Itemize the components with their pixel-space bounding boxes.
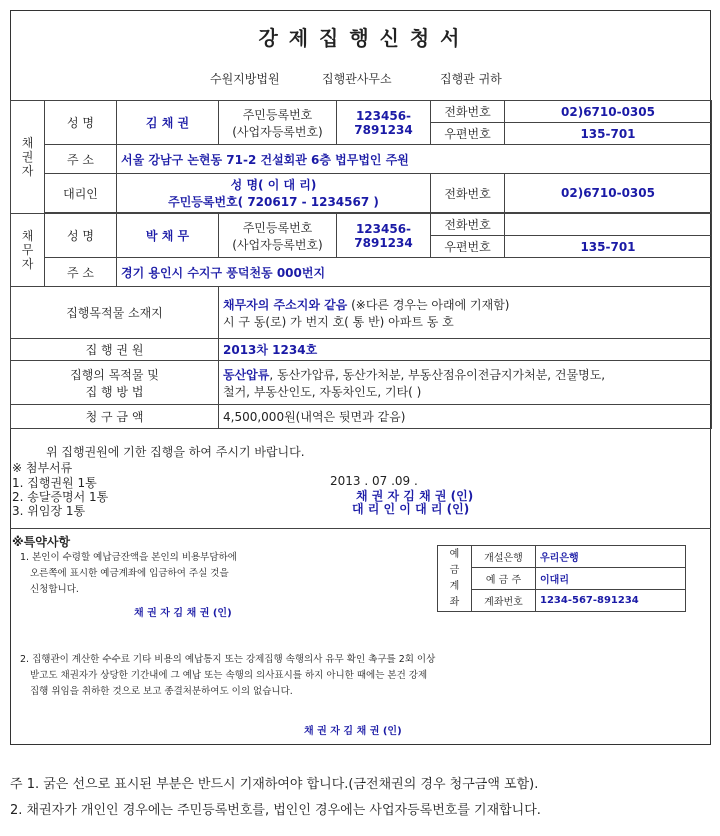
- account-number-label: 계좌번호: [472, 590, 536, 612]
- creditor-section-label: 채 권 자: [11, 101, 45, 214]
- debtor-address-label: 주 소: [45, 258, 117, 287]
- addressee: 집행관 귀하: [440, 72, 502, 86]
- debtor-id-label: 주민등록번호 (사업자등록번호): [219, 214, 337, 258]
- method-row-label: 집행의 목적물 및 집 행 방 법: [11, 361, 219, 405]
- location-value: 채무자의 주소지와 같음 (※다른 경우는 아래에 기재함) 시 구 동(로) 가 번지 호( 통 반) 아파트 동 호: [219, 287, 712, 339]
- debtor-name-label: 성 명: [45, 214, 117, 258]
- creditor-address: 서울 강남구 논현동 71-2 건설회관 6층 법무법인 주원: [117, 145, 712, 174]
- bank-name: 우리은행: [536, 546, 686, 568]
- bank-section-label: 예 금 계 좌: [438, 546, 472, 612]
- amount-row-label: 청 구 금 액: [11, 405, 219, 429]
- footnote-2: 2. 채권자가 개인인 경우에는 주민등록번호를, 법인인 경우에는 사업자등록번호를 기재합니다.: [10, 803, 541, 818]
- attachment-item: 1. 집행권원 1통: [12, 476, 97, 490]
- debtor-phone: [505, 214, 712, 236]
- debtor-zip-label: 우편번호: [431, 236, 505, 258]
- debtor-zip: 135-701: [505, 236, 712, 258]
- special-item-2-signature: 채 권 자 김 채 권 (인): [304, 726, 402, 737]
- amount-row-value: 4,500,000원(내역은 뒷면과 같음): [219, 405, 712, 429]
- agent-label: 대리인: [45, 174, 117, 213]
- account-holder: 이대리: [536, 568, 686, 590]
- attachment-item: 3. 위임장 1통: [12, 504, 86, 518]
- special-terms-title: ※특약사항: [12, 535, 71, 549]
- account-holder-label: 예 금 주: [472, 568, 536, 590]
- creditor-id-label: 주민등록번호 (사업자등록번호): [219, 101, 337, 145]
- attachment-item: 2. 송달증명서 1통: [12, 490, 109, 504]
- form-title: 강 제 집 행 신 청 서: [258, 26, 462, 50]
- bank-account-table: [437, 545, 686, 612]
- agent-phone: 02)6710-0305: [505, 174, 712, 213]
- title-row-value: 2013차 1234호: [219, 339, 712, 361]
- request-date: 2013 . 07 .09 .: [330, 474, 418, 488]
- special-item-2: 2. 집행관이 계산한 수수료 기타 비용의 예납통지 또는 강제집행 속행의사 유무 확인 촉구를 2회 이상 받고도 채권자가 상당한 기간내에 그 예납 또는 속행의 의사표시를 하지 아니한 때에는 본건 강제 집행 위임을 취하한 것으로 보고 종결처분하여도 이의 없습니다.: [20, 654, 436, 697]
- bank-name-label: 개설은행: [472, 546, 536, 568]
- creditor-id-value: 123456- 7891234: [337, 101, 431, 145]
- location-label: 집행목적물 소재지: [11, 287, 219, 339]
- creditor-signature: 채 권 자 김 채 권 (인): [356, 489, 474, 503]
- account-number: 1234-567-891234: [536, 590, 686, 612]
- request-text: 위 집행권원에 기한 집행을 하여 주시기 바랍니다.: [46, 445, 305, 459]
- court-name: 수원지방법원: [210, 72, 280, 86]
- title-row-label: 집 행 권 원: [11, 339, 219, 361]
- special-item-1-signature: 채 권 자 김 채 권 (인): [134, 608, 232, 619]
- creditor-zip: 135-701: [505, 123, 712, 145]
- agent-phone-label: 전화번호: [431, 174, 505, 213]
- debtor-name: 박 채 무: [117, 214, 219, 258]
- attachments-title: ※ 첨부서류: [12, 461, 73, 475]
- method-row-value: 동산압류, 동산가압류, 동산가처분, 부동산점유이전금지가처분, 건물명도, 철거, 부동산인도, 자동차인도, 기타( ): [219, 361, 712, 405]
- debtor-section-label: 채 무 자: [11, 214, 45, 287]
- creditor-name-label: 성 명: [45, 101, 117, 145]
- debtor-phone-label: 전화번호: [431, 214, 505, 236]
- creditor-name: 김 채 권: [117, 101, 219, 145]
- office-name: 집행관사무소: [322, 72, 392, 86]
- special-item-1: 1. 본인이 수령할 예납금잔액을 본인의 비용부담하에 오른쪽에 표시한 예금계좌에 입금하여 주실 것을 신청합니다.: [20, 552, 237, 595]
- agent-info: 성 명( 이 대 리) 주민등록번호( 720617 - 1234567 ): [117, 174, 431, 213]
- creditor-phone-label: 전화번호: [431, 101, 505, 123]
- debtor-address: 경기 용인시 수지구 풍덕천동 000번지: [117, 258, 712, 287]
- creditor-zip-label: 우편번호: [431, 123, 505, 145]
- agent-signature: 대 리 인 이 대 리 (인): [352, 502, 470, 516]
- footnote-1: 주 1. 굵은 선으로 표시된 부분은 반드시 기재하여야 합니다.(금전채권의 경우 청구금액 포함).: [10, 777, 539, 792]
- creditor-address-label: 주 소: [45, 145, 117, 174]
- application-table: [10, 100, 712, 429]
- debtor-id-value: 123456- 7891234: [337, 214, 431, 258]
- creditor-phone: 02)6710-0305: [505, 101, 712, 123]
